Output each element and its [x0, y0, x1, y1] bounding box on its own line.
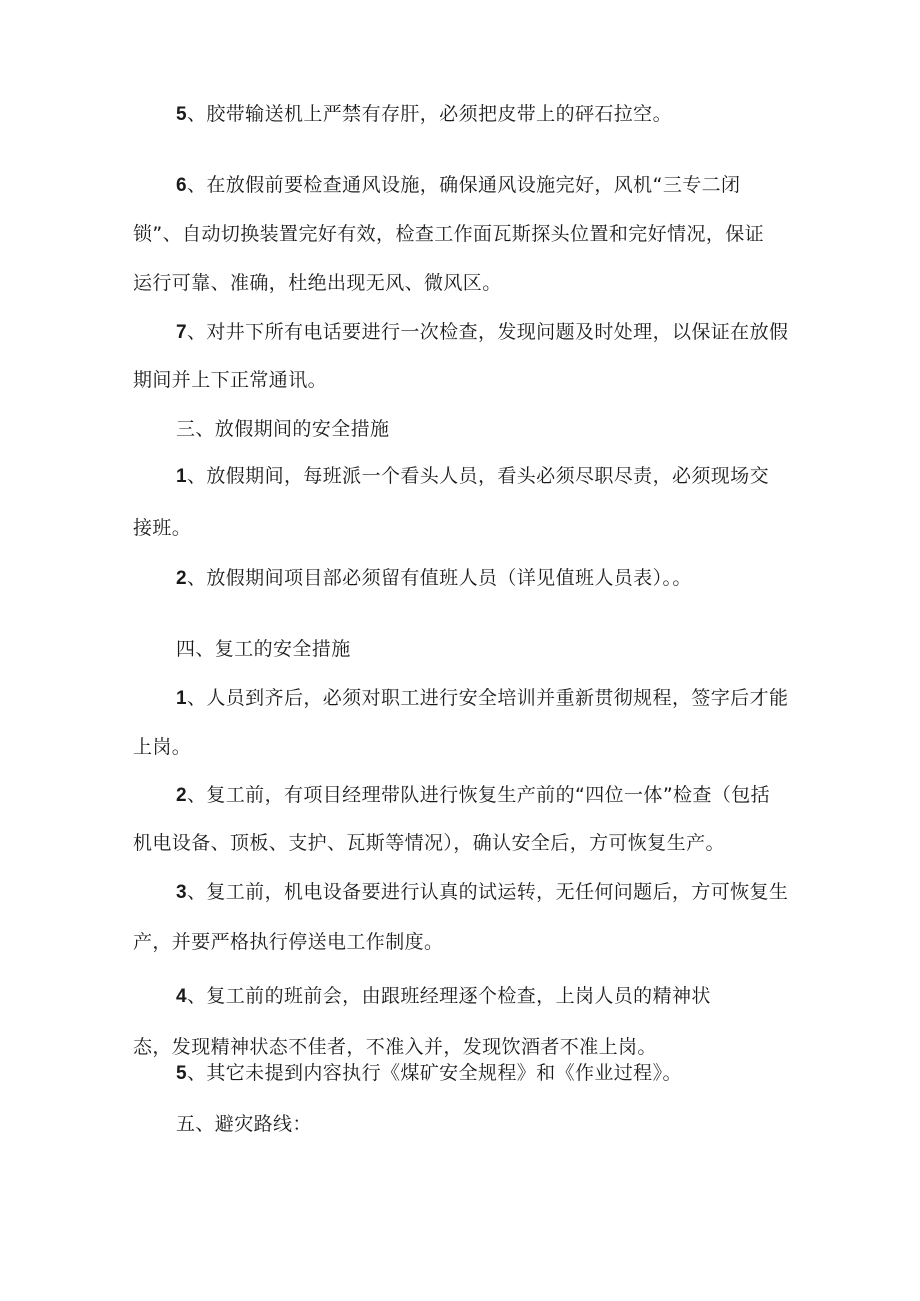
item-number: 1 — [176, 466, 187, 487]
item-number: 2 — [176, 568, 187, 589]
section-4-item-1-line-1 — [176, 686, 788, 711]
item-text: 、放假期间，每班派一个看头人员，看头必须尽职尽责，必须现场交 — [186, 465, 769, 487]
item-text: 、复工前，机电设备要进行认真的试运转，无任何问题后，方可恢复生 — [186, 881, 789, 903]
item-number: 2 — [176, 785, 187, 806]
section-4-item-4-line-1 — [176, 984, 711, 1009]
item-text: 、胶带输送机上严禁有存肝，必须把皮带上的砰石拉空。 — [186, 103, 672, 125]
item-text: 、复工前，有项目经理带队进行恢复生产前的“四位一体”检查（包括 — [186, 784, 771, 806]
section-3-item-1-line-2: 接班。 — [133, 517, 192, 539]
item-number: 7 — [176, 322, 187, 343]
item-number: 3 — [176, 882, 187, 903]
item-number: 4 — [176, 986, 187, 1007]
section-4-item-4-line-2: 态，发现精神状态不佳者，不准入并，发现饮酒者不准上岗。 — [133, 1036, 657, 1058]
section-4-item-3-line-2: 产，并要严格执行停送电工作制度。 — [133, 931, 444, 953]
section-4-item-2-line-1 — [176, 783, 770, 808]
section-3-item-2 — [176, 566, 692, 591]
section-4-item-5 — [176, 1061, 682, 1086]
section-3-item-1-line-1 — [176, 464, 769, 489]
paragraph-item-5 — [176, 102, 672, 127]
paragraph-item-6-line-1 — [176, 173, 740, 198]
paragraph-item-7-line-2: 期间并上下正常通讯。 — [133, 369, 328, 391]
paragraph-item-7-line-1 — [176, 320, 788, 345]
section-4-item-1-line-2: 上岗。 — [133, 736, 192, 758]
item-number: 6 — [176, 175, 187, 196]
item-text: 、在放假前要检查通风设施，确保通风设施完好，风机“三专二闭 — [186, 174, 741, 196]
item-text: 、对井下所有电话要进行一次检查，发现问题及时处理，以保证在放假 — [186, 321, 789, 343]
item-number: 5 — [176, 1063, 187, 1084]
section-4-item-2-line-2: 机电设备、顶板、支护、瓦斯等情况），确认安全后，方可恢复生产。 — [133, 832, 725, 854]
item-text: 、复工前的班前会，由跟班经理逐个检查，上岗人员的精神状 — [186, 985, 711, 1007]
section-heading-5: 五、避灾路线： — [176, 1113, 312, 1135]
paragraph-item-6-line-3: 运行可靠、准确，杜绝出现无风、微风区。 — [133, 272, 502, 294]
paragraph-item-6-line-2: 锁”、自动切换装置完好有效，检查工作面瓦斯探头位置和完好情况，保证 — [133, 223, 765, 245]
section-heading-3: 三、放假期间的安全措施 — [176, 418, 390, 440]
section-heading-4: 四、复工的安全措施 — [176, 638, 351, 660]
item-text: 、放假期间项目部必须留有值班人员（详见值班人员表）。。 — [186, 567, 692, 589]
section-4-item-3-line-1 — [176, 880, 788, 905]
item-number: 5 — [176, 104, 187, 125]
item-number: 1 — [176, 688, 187, 709]
item-text: 、人员到齐后，必须对职工进行安全培训并重新贯彻规程，签字后才能 — [186, 687, 789, 709]
item-text: 、其它未提到内容执行《煤矿安全规程》和《作业过程》。 — [186, 1062, 682, 1084]
